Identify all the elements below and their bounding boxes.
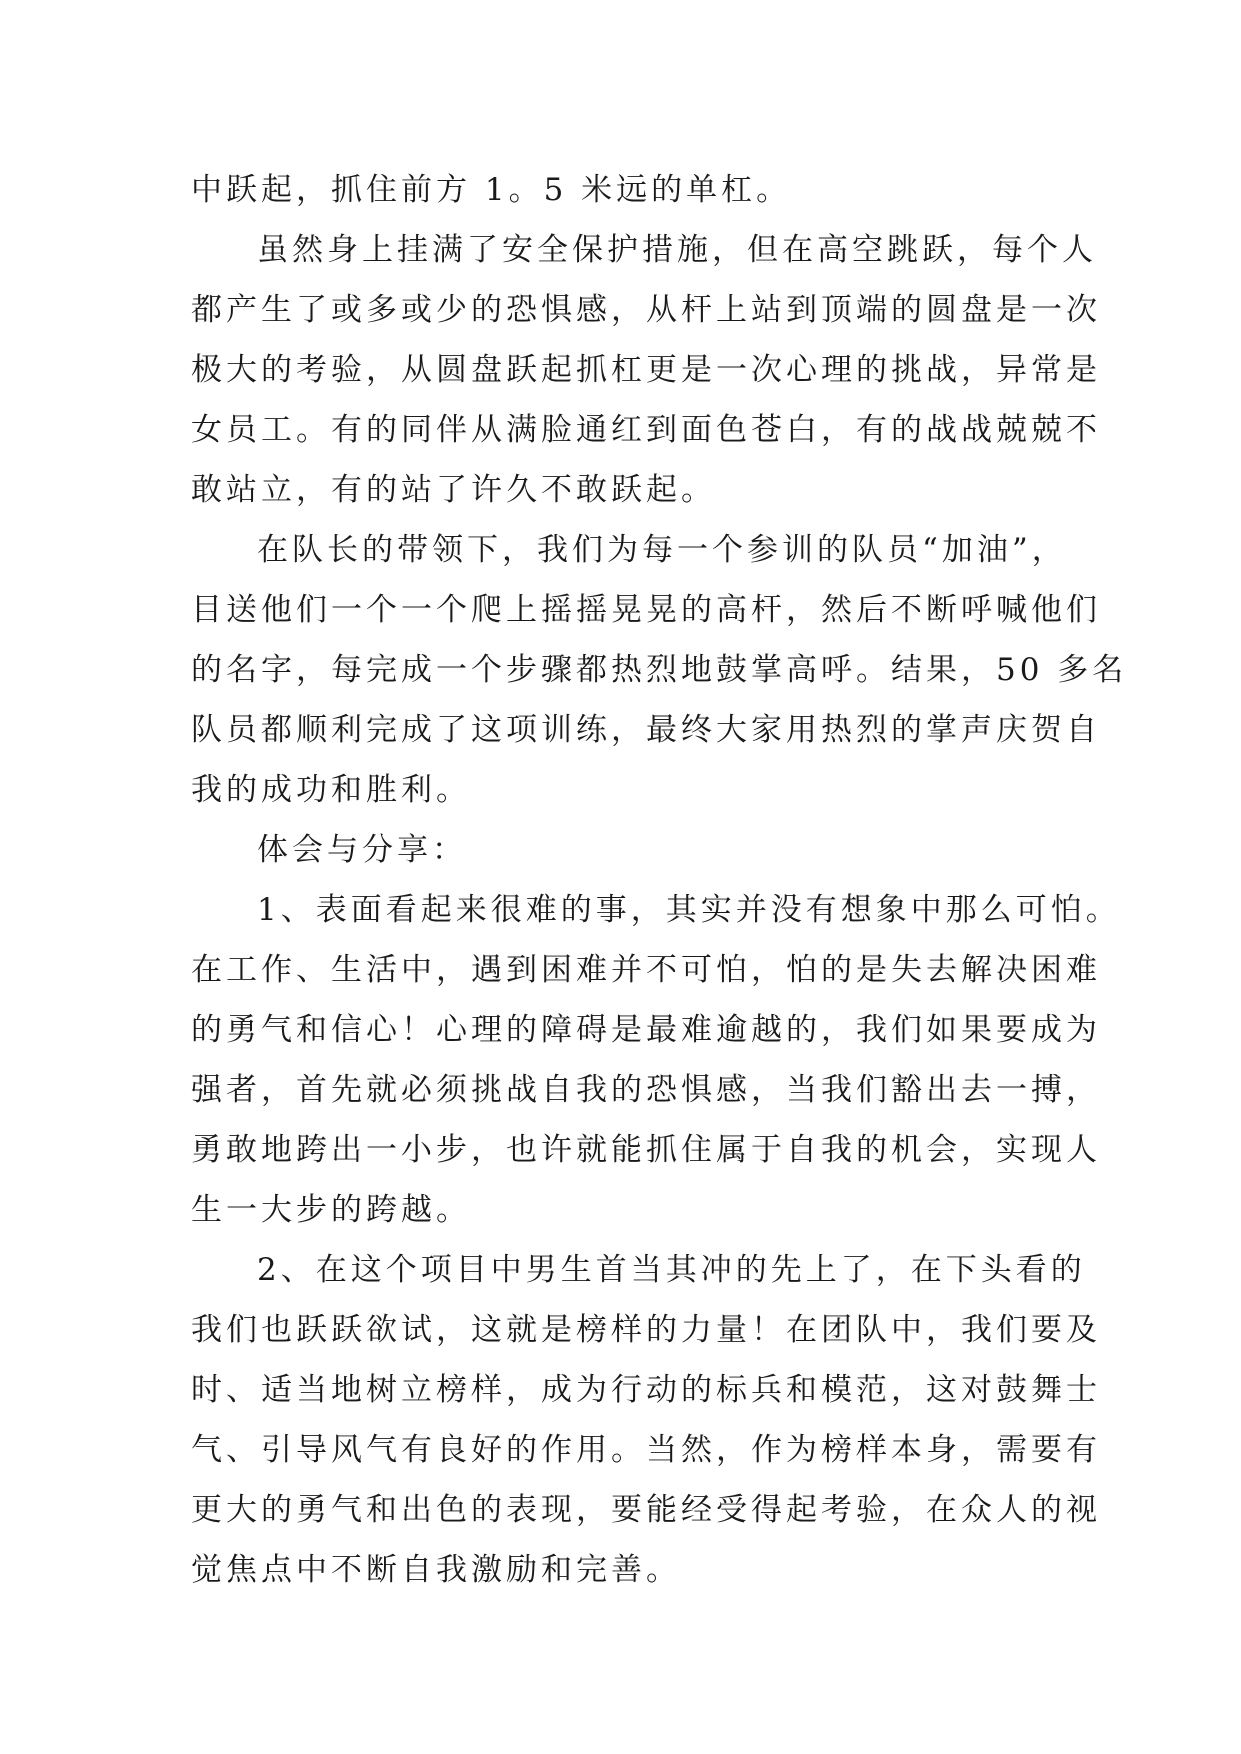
text-line: 时、适当地树立榜样，成为行动的标兵和模范，这对鼓舞士 (191, 1372, 1101, 1408)
text-line: 敢站立，有的站了许久不敢跃起。 (191, 472, 716, 508)
text-line: 在工作、生活中，遇到困难并不可怕，怕的是失去解决困难 (191, 952, 1101, 988)
text-line: 2、在这个项目中男生首当其冲的先上了，在下头看的 (257, 1252, 1086, 1288)
text-line: 极大的考验，从圆盘跃起抓杠更是一次心理的挑战，异常是 (191, 352, 1101, 388)
text-line: 中跃起，抓住前方 1。5 米远的单杠。 (191, 172, 792, 208)
text-line: 强者，首先就必须挑战自我的恐惧感，当我们豁出去一搏， (191, 1072, 1101, 1108)
text-line: 都产生了或多或少的恐惧感，从杆上站到顶端的圆盘是一次 (191, 292, 1101, 328)
text-line: 觉焦点中不断自我激励和完善。 (191, 1552, 681, 1588)
text-line: 虽然身上挂满了安全保护措施，但在高空跳跃，每个人 (257, 232, 1097, 268)
text-line: 更大的勇气和出色的表现，要能经受得起考验，在众人的视 (191, 1492, 1101, 1528)
text-line: 我们也跃跃欲试，这就是榜样的力量！在团队中，我们要及 (191, 1312, 1101, 1348)
text-line: 我的成功和胜利。 (191, 772, 471, 808)
text-line: 在队长的带领下，我们为每一个参训的队员“加油”， (257, 532, 1067, 568)
text-line: 的名字，每完成一个步骤都热烈地鼓掌高呼。结果，50 多名 (191, 652, 1128, 688)
text-line: 勇敢地跨出一小步，也许就能抓住属于自我的机会，实现人 (191, 1132, 1101, 1168)
text-line: 气、引导风气有良好的作用。当然，作为榜样本身，需要有 (191, 1432, 1101, 1468)
body-text (191, 160, 1128, 1600)
text-line: 生一大步的跨越。 (191, 1192, 471, 1228)
text-line: 的勇气和信心！心理的障碍是最难逾越的，我们如果要成为 (191, 1012, 1101, 1048)
text-line: 女员工。有的同伴从满脸通红到面色苍白，有的战战兢兢不 (191, 412, 1101, 448)
text-line: 目送他们一个一个爬上摇摇晃晃的高杆，然后不断呼喊他们 (191, 592, 1101, 628)
section-heading: 体会与分享： (257, 832, 467, 868)
text-line: 1、表面看起来很难的事，其实并没有想象中那么可怕。 (257, 892, 1121, 928)
text-line: 队员都顺利完成了这项训练，最终大家用热烈的掌声庆贺自 (191, 712, 1101, 748)
